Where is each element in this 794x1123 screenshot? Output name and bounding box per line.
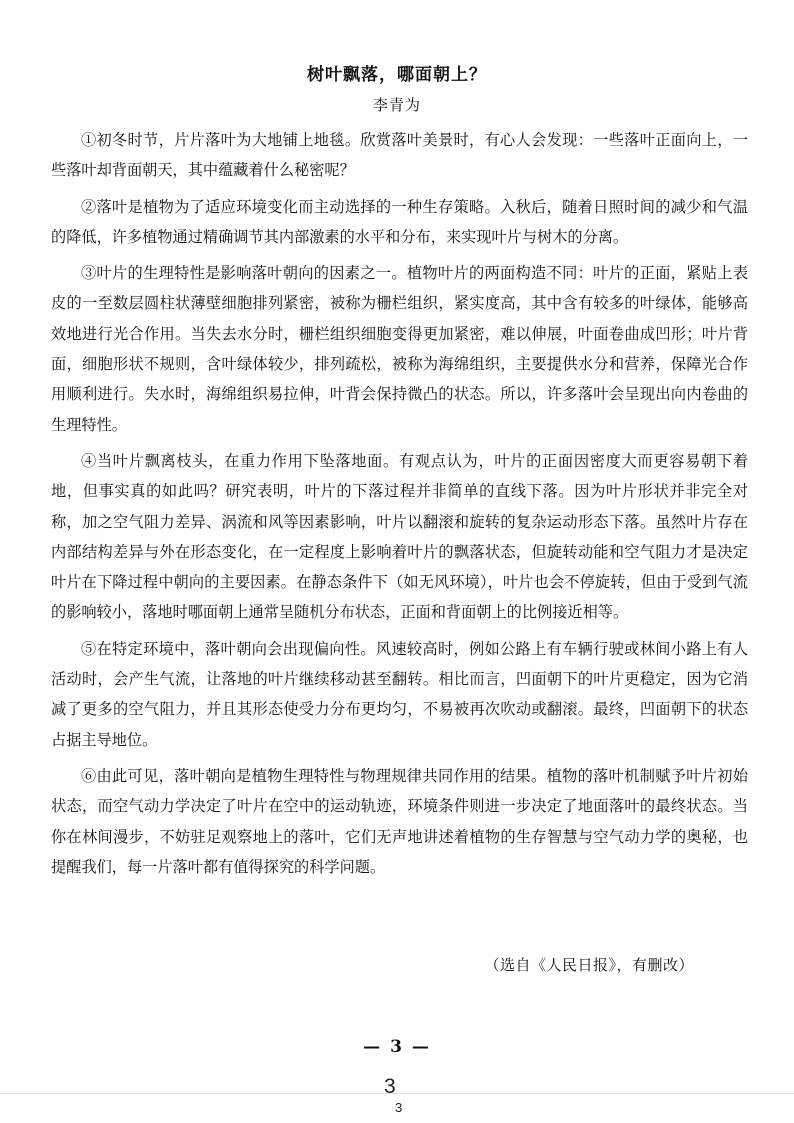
article-title: 树叶飘落，哪面朝上？ [307, 65, 487, 85]
sheet-number: 3 [384, 1075, 396, 1098]
paragraph-5: ⑤在特定环境中，落叶朝向会出现偏向性。风速较高时，例如公路上有车辆行驶或林间小路上有人活动时，会产生气流，让落地的叶片继续移动甚至翻转。相比而言，凹面朝下的叶片更稳定，因为它消减了更多的空气阻力，并且其形态使受力分布更均匀，不易被再次吹动或翻滚。最终，凹面朝下的状态占据主导地位。 [51, 639, 748, 749]
article-body [51, 125, 748, 888]
page-number: — 3 — [363, 1037, 431, 1057]
paragraph-2: ②落叶是植物为了适应环境变化而主动选择的一种生存策略。入秋后，随着日照时间的减少和气温的降低，许多植物通过精确调节其内部激素的水平和分布，来实现叶片与树木的分离。 [51, 197, 748, 246]
source-citation: （选自《人民日报》，有删改） [484, 956, 694, 974]
paragraph-1: ①初冬时节，片片落叶为大地铺上地毯。欣赏落叶美景时，有心人会发现：一些落叶正面向上，一些落叶却背面朝天，其中蕴藏着什么秘密呢？ [51, 131, 748, 180]
paragraph-4: ④当叶片飘离枝头，在重力作用下坠落地面。有观点认为，叶片的正面因密度大而更容易朝下着地，但事实真的如此吗？研究表明，叶片的下落过程并非简单的直线下落。因为叶片形状并非完全对称，加之空气阻力差异、涡流和风等因素影响，叶片以翻滚和旋转的复杂运动形态下落。虽然叶片存在内部结构差异与外在形态变化，在一定程度上影响着叶片的飘落状态，但旋转动能和空气阻力才是决定叶片在下降过程中朝向的主要因素。在静态条件下（如无风环境），叶片也会不停旋转，但由于受到气流的影响较小，落地时哪面朝上通常呈随机分布状态，正面和背面朝上的比例接近相等。 [51, 451, 748, 622]
paragraph-6: ⑥由此可见，落叶朝向是植物生理特性与物理规律共同作用的结果。植物的落叶机制赋予叶片初始状态，而空气动力学决定了叶片在空中的运动轨迹，环境条件则进一步决定了地面落叶的最终状态。当你在林间漫步，不妨驻足观察地上的落叶，它们无声地讲述着植物的生存智慧与空气动力学的奥秘，也提醒我们，每一片落叶都有值得探究的科学问题。 [51, 766, 748, 876]
article-author: 李青为 [372, 96, 421, 114]
paragraph-3: ③叶片的生理特性是影响落叶朝向的因素之一。植物叶片的两面构造不同：叶片的正面，紧贴上表皮的一至数层圆柱状薄壁细胞排列紧密，被称为栅栏组织，紧实度高，其中含有较多的叶绿体，能够高效地进行光合作用。当失去水分时，栅栏组织细胞变得更加紧密，难以伸展，叶面卷曲成凹形；叶片背面，细胞形状不规则，含叶绿体较少，排列疏松，被称为海绵组织，主要提供水分和营养，保障光合作用顺利进行。失水时，海绵组织易拉伸，叶背会保持微凸的状态。所以，许多落叶会呈现出向内卷曲的生理特性。 [51, 264, 748, 434]
page-divider [0, 1093, 794, 1094]
sheet-number-small: 3 [395, 1100, 403, 1115]
